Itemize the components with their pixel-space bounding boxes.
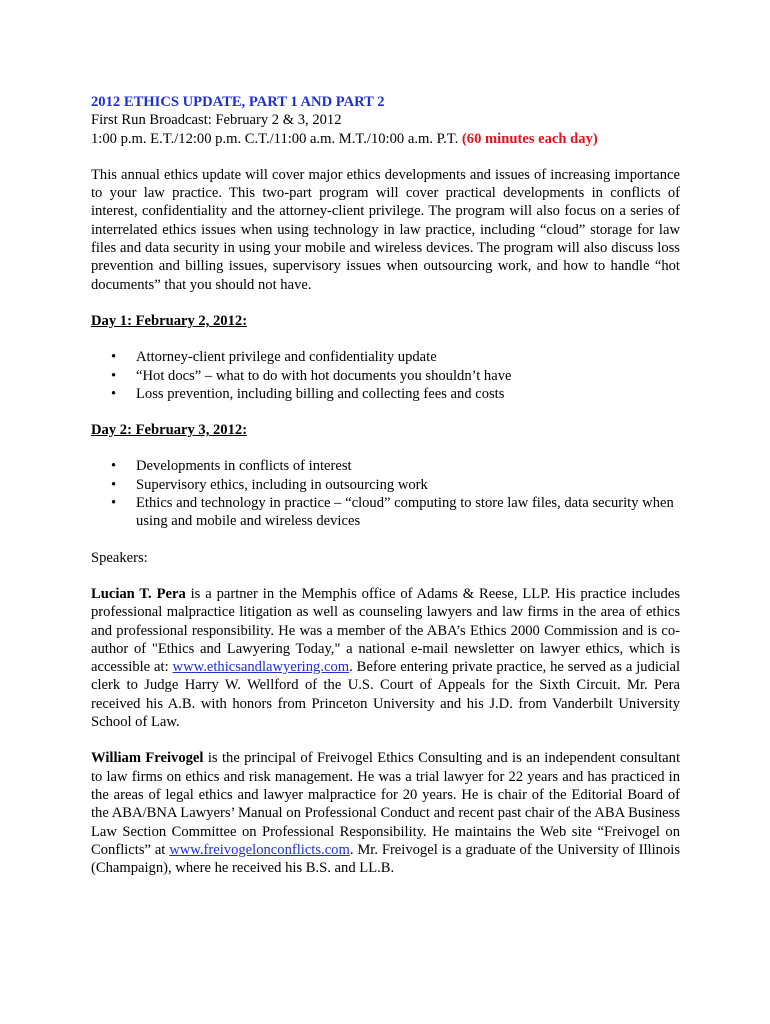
bullet-icon: • bbox=[111, 476, 117, 493]
spacer bbox=[91, 439, 680, 457]
spacer bbox=[91, 531, 680, 549]
duration-note: (60 minutes each day) bbox=[461, 130, 598, 147]
intro-paragraph: This annual ethics update will cover major ethics developments and issues of increasing importance to your law practice. This two-part program will cover practical developments in conflicts of interest, confidentiality and the attorney-client privilege. The program will also focus on a series of interrelated ethics issues when using technology in law practice, including “cloud” storage for law files and data security in using your mobile and wireless devices. The program will also discuss loss prevention and billing issues, supervisory issues when outsourcing work, and how to handle “hot documents” that you should not have. bbox=[91, 166, 680, 293]
ethics-lawyering-link[interactable]: www.ethicsandlawyering.com bbox=[172, 659, 350, 676]
speaker-bio-text: is a partner in the Memphis office of Adams & Reese, LLP. His practice includes professional malpractice litigation as well as counseling lawyers and law firms in the area of ethics and professional responsibility. He was a member of the ABA’s Ethics 2000 Commission and is co-author of "Ethics and Lawyering Today," a national e-mail newsletter on lawyer ethics, which is accessible at: bbox=[91, 585, 681, 676]
spacer bbox=[91, 294, 680, 312]
list-item bbox=[111, 348, 680, 366]
list-item bbox=[111, 385, 680, 403]
spacer bbox=[91, 731, 680, 749]
bullet-icon: • bbox=[111, 495, 117, 512]
freivogel-conflicts-link[interactable]: www.freivogelonconflicts.com bbox=[169, 841, 350, 858]
spacer bbox=[91, 330, 680, 348]
bullet-icon: • bbox=[111, 458, 117, 475]
day1-heading: Day 1: February 2, 2012: bbox=[91, 312, 248, 329]
speaker-bio-text: . Mr. Freivogel is a graduate of the University of Illinois (Champaign), where he received his B.S. and LL.B. bbox=[91, 841, 680, 877]
speaker-bio-freivogel bbox=[91, 749, 680, 877]
day2-list bbox=[91, 457, 680, 530]
list-item-text: Ethics and technology in practice – “cloud” computing to store law files, data security when using and mobile and wireless devices bbox=[136, 495, 674, 530]
list-item bbox=[111, 367, 680, 385]
broadcast-times-text: 1:00 p.m. E.T./12:00 p.m. C.T./11:00 a.m. M.T./10:00 a.m. P.T. bbox=[91, 130, 459, 147]
speaker-bio-pera bbox=[91, 585, 680, 731]
list-item-text: Loss prevention, including billing and collecting fees and costs bbox=[136, 385, 505, 402]
bullet-icon: • bbox=[111, 349, 117, 366]
speakers-label: Speakers: bbox=[91, 549, 148, 566]
list-item-text: Developments in conflicts of interest bbox=[136, 458, 352, 475]
spacer bbox=[91, 567, 680, 585]
list-item-text: Attorney-client privilege and confidentiality update bbox=[136, 349, 437, 366]
list-item-text: “Hot docs” – what to do with hot documents you shouldn’t have bbox=[136, 367, 512, 384]
bullet-icon: • bbox=[111, 367, 117, 384]
broadcast-date: First Run Broadcast: February 2 & 3, 2012 bbox=[91, 112, 342, 129]
spacer bbox=[91, 403, 680, 421]
speaker-name: William Freivogel bbox=[91, 750, 204, 767]
day2-heading: Day 2: February 3, 2012: bbox=[91, 422, 248, 439]
broadcast-times bbox=[91, 130, 680, 148]
list-item bbox=[111, 494, 680, 531]
document-title: 2012 ETHICS UPDATE, PART 1 AND PART 2 bbox=[91, 94, 385, 110]
spacer bbox=[91, 148, 680, 166]
speaker-name: Lucian T. Pera bbox=[91, 585, 186, 602]
list-item bbox=[111, 457, 680, 475]
speaker-bio-text: is the principal of Freivogel Ethics Consulting and is an independent consultant to law firms on ethics and risk management. He was a trial lawyer for 22 years and has practiced in the areas of legal ethics and lawyer malpractice for 20 years. He is chair of the Editorial Board of the ABA/BNA Lawyers’ Manual on Professional Conduct and recent past chair of the ABA Business Law Section Committee on Professional Responsibility. He maintains the Web site “Freivogel on Conflicts” at bbox=[91, 750, 680, 858]
list-item bbox=[111, 476, 680, 494]
list-item-text: Supervisory ethics, including in outsourcing work bbox=[136, 476, 428, 493]
bullet-icon: • bbox=[111, 385, 117, 402]
day1-list bbox=[91, 348, 680, 403]
speaker-bio-text: . Before entering private practice, he served as a judicial clerk to Judge Harry W. Wellford of the U.S. Court of Appeals for the Sixth Circuit. Mr. Pera received his A.B. with honors from Princeton University and his J.D. from Vanderbilt University School of Law. bbox=[91, 659, 680, 731]
